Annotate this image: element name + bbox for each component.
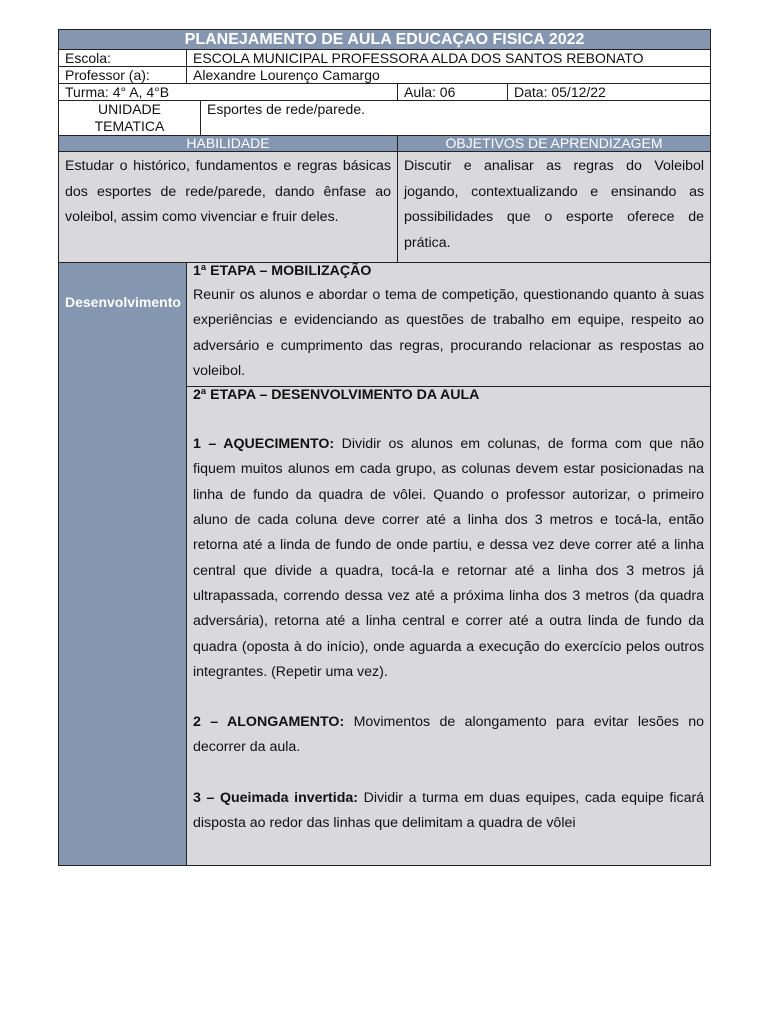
turma-field: Turma: 4° A, 4°B [59,84,398,101]
queimada-text: Dividir a turma em duas equipes, cada equipe ficará disposta ao redor das linhas que delimitam a quadra de vôlei [193,789,705,832]
aquecimento-paragraph [193,432,704,685]
habilidade-text: Estudar o histórico, fundamentos e regras básicas dos esportes de rede/parede, dando ênfase ao voleibol, assim como vivenciar e fruir deles. [59,152,398,263]
habilidade-header: HABILIDADE [59,136,398,152]
escola-value: ESCOLA MUNICIPAL PROFESSORA ALDA DOS SANTOS REBONATO [187,50,711,67]
etapa2-cell [187,387,711,866]
unidade-tematica-value: Esportes de rede/parede. [201,101,711,136]
unidade-label-line1: UNIDADE [97,101,161,117]
etapa1-text: Reunir os alunos e abordar o tema de competição, questionando quanto à suas experiências e evidenciando as questões de trabalho em equipe, respeito ao adversário e cumprimento das regras, procurando relacionar as respostas ao voleibol. [193,287,705,379]
document-title: PLANEJAMENTO DE AULA EDUCAÇAO FISICA 2022 [59,30,711,50]
desenvolvimento-label: Desenvolvimento [59,263,187,866]
aquecimento-lead: 1 – AQUECIMENTO: [193,436,335,453]
objetivos-header: OBJETIVOS DE APRENDIZAGEM [398,136,711,152]
professor-value: Alexandre Lourenço Camargo [187,67,711,84]
data-field: Data: 05/12/22 [508,84,711,101]
professor-label: Professor (a): [59,67,187,84]
unidade-tematica-label [59,101,201,136]
queimada-lead: 3 – Queimada invertida: [193,789,359,806]
lesson-plan-document [58,29,710,866]
objetivos-text: Discutir e analisar as regras do Voleibol jogando, contextualizando e ensinando as possibilidades que o esporte oferece de prática. [398,152,711,263]
etapa2-title: 2ª ETAPA – DESENVOLVIMENTO DA AULA [193,387,480,404]
etapa2-content [193,387,704,863]
alongamento-paragraph [193,710,704,761]
queimada-paragraph [193,786,704,837]
alongamento-lead: 2 – ALONGAMENTO: [193,714,345,731]
aula-field: Aula: 06 [398,84,508,101]
aquecimento-text: Dividir os alunos em colunas, de forma com que não fiquem muitos alunos em cada grupo, as colunas devem estar posicionadas na linha de fundo da quadra de vôlei. Quando o professor autorizar, o primeiro aluno de cada coluna deve correr até a linha dos 3 metros e tocá-la, então retorna até a linda de fundo de onde partiu, e dessa vez deve correr até a linha central que divide a quadra, tocá-la e retornar até a linha dos 3 metros já ultrapassada, correndo dessa vez até a próxima linha dos 3 metros (da quadra adversária), retorna até a linha central e correr até a outra linda de fundo da quadra (oposta à do início), onde aguarda a execução do exercício pelos outros integrantes. (Repetir uma vez). [193,436,705,680]
etapa1-title: 1ª ETAPA – MOBILIZAÇÃO [193,263,372,279]
alongamento-text: Movimentos de alongamento para evitar lesões no decorrer da aula. [193,714,705,756]
lesson-plan-table [58,29,711,866]
etapa1-cell [187,263,711,387]
escola-label: Escola: [59,50,187,67]
unidade-label-line2: TEMATICA [94,118,165,134]
